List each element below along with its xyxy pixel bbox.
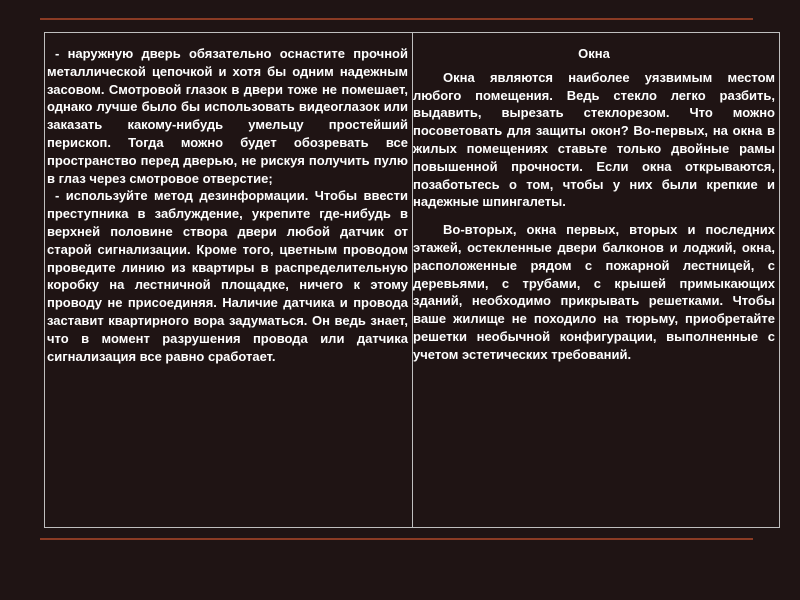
windows-paragraph-2: Во-вторых, окна первых, вторых и последних этажей, остекленные двери балконов и лоджий, окна, расположенные рядом с пожарной лестницей, с деревьями, с трубами, с крышей примыкающих зданий, необходимо прикрывать решетками. Чтобы ваше жилище не походило на тюрьму, приобретайте решетки необычной конфигурации, выполненные с учетом эстетических требований. [413, 222, 775, 362]
content-table [44, 32, 780, 528]
left-cell [45, 33, 413, 527]
bottom-divider-line [40, 538, 753, 540]
windows-paragraph-1: Окна являются наиболее уязвимым местом любого помещения. Ведь стекло легко разбить, выдавить, вырезать стеклорезом. Что можно посоветовать для защиты окон? Во-первых, на окна в жилых помещениях ставьте только двойные рамы повышенной прочности. Если окна открываются, позаботьтесь о том, чтобы у них были крепкие и надежные шпингалеты. [413, 69, 775, 210]
door-advice-paragraph: - наружную дверь обязательно оснастите прочной металлической цепочкой и хотя бы одним надежным засовом. Смотровой глазок в двери тоже не помешает, однако лучше было бы использовать видеоглазок или заказать какому-нибудь умельцу простейший перископ. Тогда можно будет обозревать все пространство перед дверью, не рискуя получить пулю в глаз через смотровое отверстие; [47, 46, 408, 186]
disinformation-paragraph: - используйте метод дезинформации. Чтобы ввести преступника в заблуждение, укрепите где-нибудь в верхней половине створа двери любой датчик от старой сигнализации. Кроме того, цветным проводом проведите линию из квартиры в распределительную коробку на лестничной площадке, ничего к этому проводу не присоединяя. Наличие датчика и провода заставит квартирного вора задуматься. Он ведь знает, что в момент разрушения провода или датчика сигнализация все равно сработает. [47, 188, 408, 364]
right-cell [413, 33, 779, 527]
top-divider-line [40, 18, 753, 20]
windows-heading: Окна [578, 46, 610, 61]
